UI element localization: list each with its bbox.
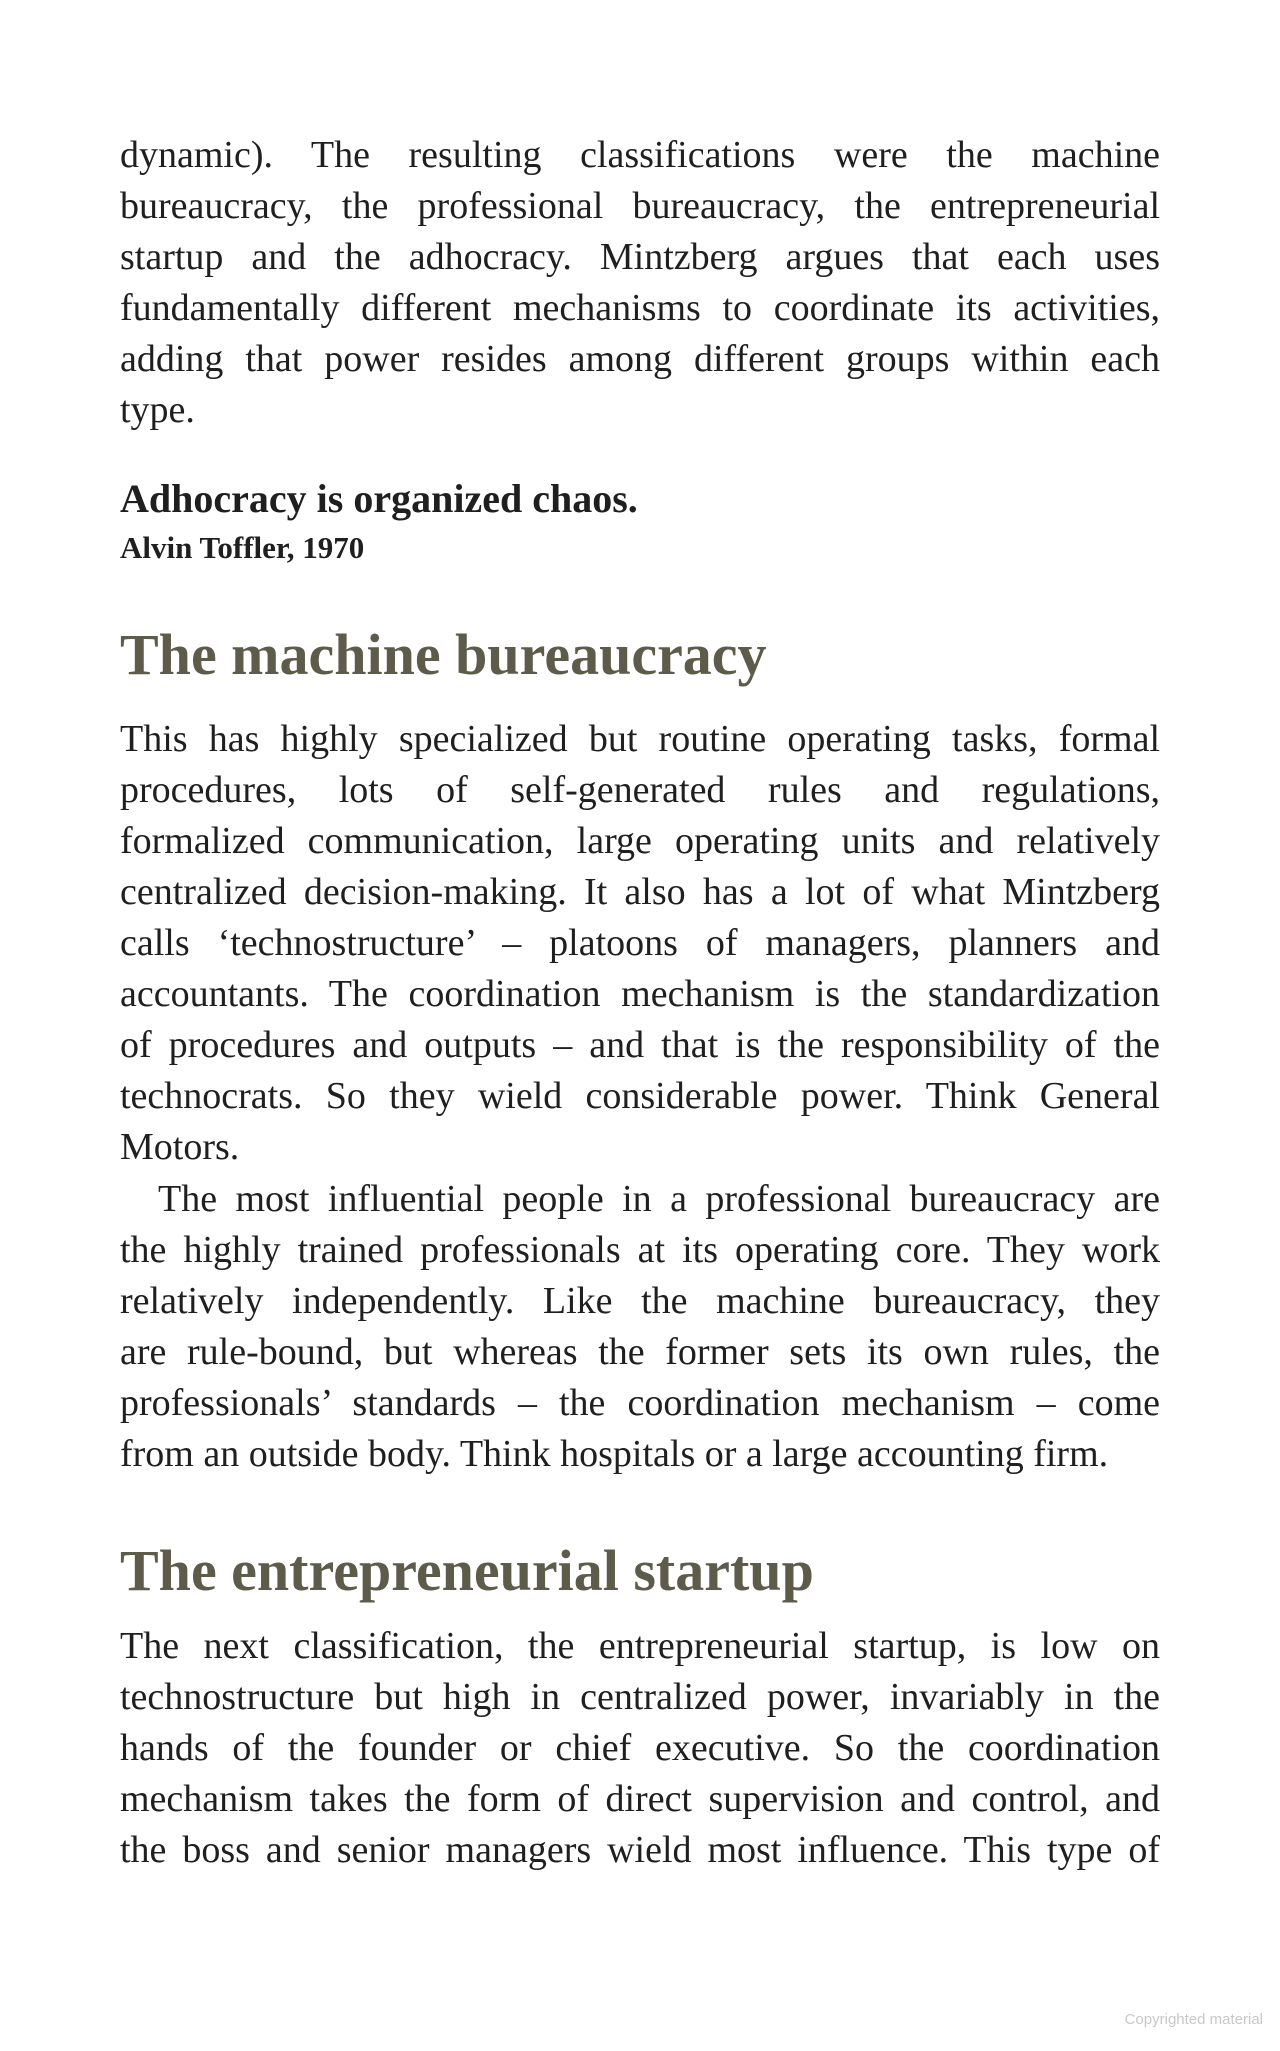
text-line: relatively independently. Like the machine bureaucracy, they — [120, 1280, 1160, 1322]
text-line: procedures, lots of self-generated rules and regulations, — [120, 769, 1160, 811]
text-line: technostructure but high in centralized power, invariably in the — [120, 1676, 1160, 1718]
text-line: type. — [120, 389, 195, 431]
section-heading-machine-bureaucracy: The machine bureaucracy — [120, 622, 767, 687]
text-line: dynamic). The resulting classifications were the machine — [120, 134, 1160, 176]
text-line: are rule-bound, but whereas the former sets its own rules, the — [120, 1331, 1160, 1373]
text-line: from an outside body. Think hospitals or a large accounting firm. — [120, 1433, 1109, 1475]
text-line: bureaucracy, the professional bureaucracy, the entrepreneurial — [120, 185, 1160, 227]
text-line: formalized communication, large operating units and relatively — [120, 820, 1160, 862]
text-line: The next classification, the entrepreneurial startup, is low on — [120, 1625, 1160, 1667]
text-line: fundamentally different mechanisms to coordinate its activities, — [120, 287, 1160, 329]
text-line: Motors. — [120, 1126, 240, 1168]
text-line: centralized decision-making. It also has a lot of what Mintzberg — [120, 871, 1160, 913]
text-line: hands of the founder or chief executive. So the coordination — [120, 1727, 1160, 1769]
pull-quote: Adhocracy is organized chaos. — [120, 476, 638, 521]
text-line: professionals’ standards – the coordination mechanism – come — [120, 1382, 1160, 1424]
text-line: accountants. The coordination mechanism is the standardization — [120, 973, 1160, 1015]
text-line: This has highly specialized but routine operating tasks, formal — [120, 718, 1160, 760]
text-line: adding that power resides among different groups within each — [120, 338, 1160, 380]
quote-attribution: Alvin Toffler, 1970 — [120, 530, 365, 565]
section-heading-entrepreneurial-startup: The entrepreneurial startup — [120, 1538, 814, 1603]
text-line: of procedures and outputs – and that is the responsibility of the — [120, 1024, 1160, 1066]
machine-bureaucracy-paragraph-1 — [120, 714, 1160, 1173]
copyright-watermark: Copyrighted material — [1124, 2011, 1263, 2028]
text-line: startup and the adhocracy. Mintzberg argues that each uses — [120, 236, 1160, 278]
text-line: mechanism takes the form of direct supervision and control, and — [120, 1778, 1160, 1820]
text-line: technocrats. So they wield considerable power. Think General — [120, 1075, 1160, 1117]
text-line: the boss and senior managers wield most influence. This type of — [120, 1829, 1160, 1871]
entrepreneurial-startup-paragraph-1 — [120, 1621, 1160, 1876]
text-line: The most influential people in a professional bureaucracy are — [158, 1178, 1160, 1220]
text-line: calls ‘technostructure’ – platoons of managers, planners and — [120, 922, 1160, 964]
text-line: the highly trained professionals at its operating core. They work — [120, 1229, 1160, 1271]
machine-bureaucracy-paragraph-2 — [120, 1174, 1160, 1480]
intro-paragraph — [120, 130, 1160, 436]
